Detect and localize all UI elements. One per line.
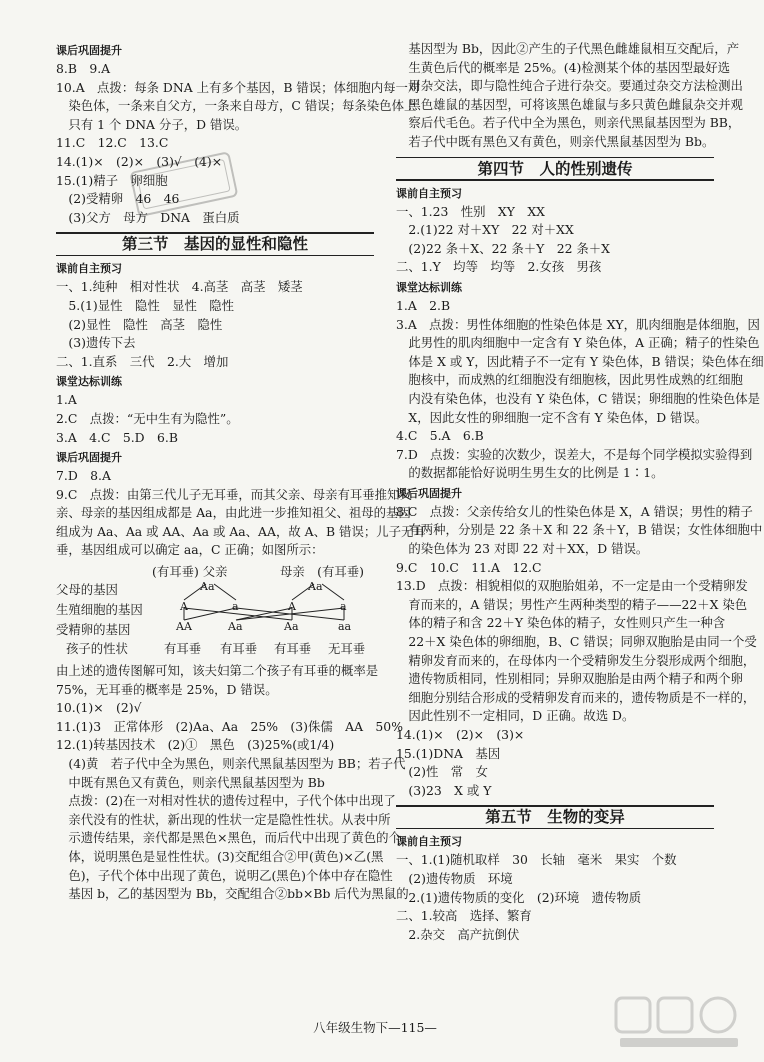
parents-gene-label: 父母的基因 [56, 582, 118, 598]
chapter-heading [396, 804, 714, 830]
text-line: 若子代中既有黑色又有黄色，则亲代黑鼠基因型为 Bb。 [396, 133, 715, 149]
text-line: 体，说明黑色是显性性状。(3)交配组合②甲(黄色)×乙(黑 [56, 849, 384, 864]
text-line: 用杂交法，即与隐性纯合子进行杂交。要通过杂交方法检测出 [396, 78, 743, 94]
text-line: 由上述的遗传图解可知，该夫妇第二个孩子有耳垂的概率是 [56, 663, 379, 679]
zygote-3: Aa [284, 620, 299, 634]
text-line: 有两种，分别是 22 条＋X 和 22 条＋Y，B 错误；女性体细胞中 [396, 522, 763, 538]
text-line: 11.(1)3 正常体形 (2)Aa、Aa 25% (3)侏儒 AA 50% [56, 718, 403, 734]
text-line: 2.C 点拨：“无中生有为隐性”。 [56, 410, 239, 426]
text-line: 8.C 点拨：父亲传给女儿的性染色体是 X，A 错误；男性的精子 [396, 503, 753, 519]
section-heading: 课后巩固提升 [56, 451, 122, 465]
child-trait-label: 孩子的性状 [66, 641, 128, 657]
father-genotype: Aa [200, 580, 215, 594]
chapter-title: 第四节 人的性别遗传 [477, 159, 633, 178]
chapter-heading [396, 156, 714, 182]
text-line: 色)，子代个体中出现了黄色，说明乙(黑色)个体中存在隐性 [56, 867, 393, 883]
stamp-mark [126, 150, 244, 220]
text-line: 12.(1)转基因技术 (2)① 黑色 (3)25%(或1/4) [56, 737, 335, 753]
text-line: 8.B 9.A [56, 61, 111, 76]
text-line: 的染色体为 23 对即 22 对＋XX，D 错误。 [396, 541, 649, 557]
text-line: 胞核中，而成熟的红细胞没有细胞核，因此男性成熟的红细胞 [396, 372, 743, 388]
right-column [396, 40, 764, 944]
text-line: 的数据都能恰好说明生男生女的比例是 1∶1。 [396, 465, 664, 481]
gamete-4: a [340, 600, 347, 614]
text-line: 5.(1)显性 隐性 显性 隐性 [56, 297, 235, 313]
text-line: 内没有染色体，也没有 Y 染色体，C 错误；卵细胞的性染色体是 [396, 390, 761, 406]
text-line: (3)父方 母方 DNA 蛋白质 [56, 209, 240, 225]
text-line: 10.(1)× (2)√ [56, 700, 142, 716]
trait-2: 有耳垂 [220, 641, 258, 657]
chapter-heading [56, 231, 374, 257]
trait-1: 有耳垂 [164, 641, 202, 657]
text-line: 一、1.23 性别 XY XX [396, 203, 545, 219]
text-line: 15.(1)DNA 基因 [396, 745, 501, 761]
text-line: 只有 1 个 DNA 分子，D 错误。 [56, 116, 248, 132]
text-line: 察后代毛色。若子代中全为黑色，则亲代黑鼠基因型为 BB， [396, 115, 741, 131]
section-heading: 课后巩固提升 [56, 44, 122, 57]
trait-3: 有耳垂 [274, 641, 312, 657]
text-line: 2.(1)22 对＋XY 22 对＋XX [396, 222, 574, 238]
text-line: 遗传物质相同，性别相同；异卵双胞胎是由两个精子和两个卵 [396, 671, 743, 687]
text-line: (3)遗传下去 [56, 335, 136, 351]
text-line: 3.A 4.C 5.D 6.B [56, 429, 178, 445]
text-line: 1.A 2.B [396, 297, 451, 313]
text-line: 染色体，一条来自父方，一条来自母方，C 错误；每条染色体上 [56, 98, 417, 114]
text-line: 14.(1)× (2)× (3)√ (4)× [56, 153, 223, 169]
text-line: 2.杂交 高产抗倒伏 [396, 926, 520, 942]
text-line: 10.A 点拨：每条 DNA 上有多个基因，B 错误；体细胞内每一对 [56, 79, 421, 95]
section-heading: 课前自主预习 [56, 262, 122, 276]
text-line: 亲、母亲的基因组成都是 Aa，由此进一步推知祖父、祖母的基因 [56, 505, 411, 521]
section-heading: 课后巩固提升 [396, 486, 462, 500]
text-line: 一、1.纯种 相对性状 4.高茎 高茎 矮茎 [56, 279, 303, 295]
text-line: 此男性的肌肉细胞中一定含有 Y 染色体，A 正确；精子的性染色 [396, 335, 760, 351]
text-line: 9.C 10.C 11.A 12.C [396, 559, 542, 575]
text-line: 2.(1)遗传物质的变化 (2)环境 遗传物质 [396, 889, 642, 905]
text-line: 1.A [56, 392, 77, 408]
text-line: (2)性 常 女 [396, 764, 488, 780]
text-line: 二、1.Y 均等 均等 2.女孩 男孩 [396, 259, 602, 275]
text-line: 一、1.(1)随机取样 30 长轴 毫米 果实 个数 [396, 852, 677, 868]
text-line: 体是 X 或 Y，因此精子不一定有 Y 染色体，B 错误；染色体在细 [396, 353, 764, 369]
text-line: 因此性别不一定相同，D 正确。故选 D。 [396, 708, 635, 724]
text-line: 示遗传结果，亲代都是黑色×黑色，而后代中出现了黄色的个 [56, 830, 401, 846]
text-line: (2)显性 隐性 高茎 隐性 [56, 316, 223, 332]
father-label: (有耳垂) 父亲 [152, 564, 228, 580]
text-line: 垂，基因组成可以确定 aa，C 正确；如图所示： [56, 542, 324, 558]
text-line: 细胞分别结合形成的受精卵发育而来的，遗传物质是不一样的， [396, 689, 756, 705]
zygote-gene-label: 受精卵的基因 [56, 622, 131, 638]
text-line: (2)遗传物质 环境 [396, 870, 513, 886]
gamete-gene-label: 生殖细胞的基因 [56, 602, 143, 618]
gamete-3: A [288, 600, 296, 614]
text-line: 二、1.较高 选择、繁育 [396, 908, 532, 924]
text-line: 4.C 5.A 6.B [396, 428, 484, 444]
text-line: (2)22 条＋X、22 条＋Y 22 条＋X [396, 240, 611, 256]
text-line: 7.D 8.A [56, 468, 111, 484]
section-heading: 课前自主预习 [396, 186, 462, 200]
text-line: 22＋X 染色体的卵细胞，B、C 错误；同卵双胞胎是由同一个受 [396, 634, 757, 650]
trait-4: 无耳垂 [328, 641, 366, 657]
zygote-2: Aa [228, 620, 243, 634]
text-line: 7.D 点拨：实验的次数少，误差大，不是每个同学模拟实验得到 [396, 446, 753, 462]
text-line: 9.C 点拨：由第三代儿子无耳垂，而其父亲、母亲有耳垂推知父 [56, 486, 412, 502]
gamete-2: a [232, 600, 239, 614]
chapter-title: 第三节 基因的显性和隐性 [121, 235, 308, 254]
text-line: (4)黄 若子代中全为黑色，则亲代黑鼠基因型为 BB；若子代 [56, 756, 406, 772]
text-line: 基因 b，乙的基因型为 Bb，交配组合②bb×Bb 后代为黑鼠的 [56, 886, 409, 902]
text-line: 13.D 点拨：相貌相似的双胞胎姐弟，不一定是由一个受精卵发 [396, 578, 748, 594]
text-line: 15.(1)精子 卵细胞 [56, 172, 168, 188]
text-line: 精卵发育而来的，在母体内一个受精卵发生分裂形成两个细胞， [396, 652, 756, 668]
section-heading: 课堂达标训练 [56, 375, 122, 389]
text-line: 黑色雄鼠的基因型，可将该黑色雄鼠与多只黄色雌鼠杂交并观 [396, 96, 743, 112]
text-line: 基因型为 Bb，因此②产生的子代黑色雌雄鼠相互交配后，产 [396, 41, 740, 56]
text-line: 14.(1)× (2)× (3)× [396, 727, 525, 742]
section-heading: 课前自主预习 [396, 835, 462, 849]
text-line: 生黄色后代的概率是 25%。(4)检测某个体的基因型最好选 [396, 59, 731, 75]
inheritance-diagram [56, 562, 374, 658]
zygote-4: aa [338, 620, 352, 634]
text-line: 11.C 12.C 13.C [56, 135, 169, 151]
zygote-1: AA [176, 620, 192, 634]
mother-label: 母亲 (有耳垂) [280, 564, 365, 580]
text-line: X，因此女性的卵细胞一定不含有 Y 染色体，D 错误。 [396, 409, 708, 425]
chapter-title: 第五节 生物的变异 [485, 808, 625, 827]
text-line: 二、1.直系 三代 2.大 增加 [56, 353, 229, 369]
text-line: 亲代没有的性状，新出现的性状一定是隐性性状。从表中所 [56, 811, 391, 827]
text-line: 组成为 Aa、Aa 或 AA、Aa 或 Aa、AA，故 A、B 错误；儿子无耳 [56, 523, 426, 539]
text-line: (3)23 X 或 Y [396, 782, 492, 798]
section-heading: 课堂达标训练 [396, 280, 462, 294]
mother-genotype: Aa [308, 580, 323, 594]
text-line: 中既有黑色又有黄色，则亲代黑鼠基因型为 Bb [56, 774, 325, 790]
text-line: 3.A 点拨：男性体细胞的性染色体是 XY，肌肉细胞是体细胞，因 [396, 316, 760, 332]
page-footer: 八年级生物下—115— [313, 1020, 437, 1035]
text-line: 体的精子和含 22＋Y 染色体的精子，女性则只产生一种含 [396, 615, 726, 631]
gamete-1: A [180, 600, 188, 614]
text-line: 75%，无耳垂的概率是 25%，D 错误。 [56, 681, 278, 697]
text-line: 育而来的，A 错误；男性产生两种类型的精子——22＋X 染色 [396, 596, 748, 612]
text-line: 点拨：(2)在一对相对性状的遗传过程中，子代个体中出现了 [56, 793, 396, 809]
text-line: (2)受精卵 46 46 [56, 191, 180, 207]
